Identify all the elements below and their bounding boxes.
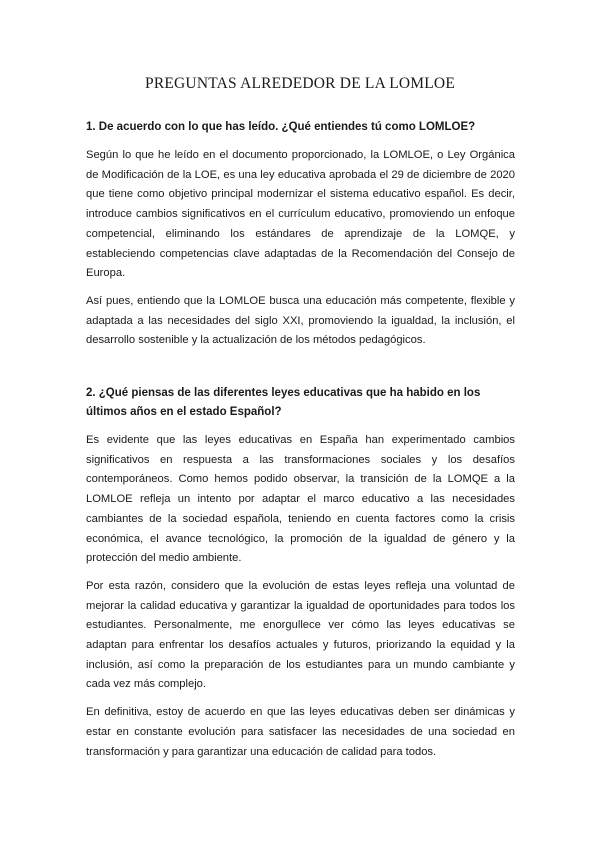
document-body (86, 118, 515, 770)
question-heading: 1. De acuerdo con lo que has leído. ¿Qué entiendes tú como LOMLOE? (86, 121, 476, 133)
page-title: PREGUNTAS ALREDEDOR DE LA LOMLOE (145, 75, 455, 92)
answer-paragraph: Así pues, entiendo que la LOMLOE busca una educación más competente, flexible y adaptada a las necesidades del siglo XXI, promoviendo la igualdad, la inclusión, el desarrollo sostenible y la actualización de los métodos pedagógicos. (86, 294, 515, 347)
question-section-2 (86, 384, 515, 762)
answer-paragraph: Por esta razón, considero que la evolución de estas leyes refleja una voluntad de mejorar la calidad educativa y garantizar la igualdad de oportunidades para todos los estudiantes. Personalmente, me enorgullece ver cómo las leyes educativas se adaptan para enfrentar los desafíos actuales y futuros, priorizando la equidad y la inclusión, así como la preparación de los estudiantes para un mundo cambiante y cada vez más complejo. (86, 579, 515, 691)
question-section-1 (86, 118, 515, 351)
answer-paragraph: Es evidente que las leyes educativas en España han experimentado cambios significativos en respuesta a las transformaciones sociales y los desafíos contemporáneos. Como hemos podido observar, la transición de la LOMQE a la LOMLOE refleja un intento por adaptar el marco educativo a las necesidades cambiantes de la sociedad española, teniendo en cuenta factores como la crisis económica, el avance tecnológico, la promoción de la igualdad de género y la protección del medio ambiente. (86, 434, 515, 565)
answer-paragraph: Según lo que he leído en el documento proporcionado, la LOMLOE, o Ley Orgánica de Modificación de la LOE, es una ley educativa aprobada el 29 de diciembre de 2020 que tiene como objetivo principal modernizar el sistema educativo español. Es decir, introduce cambios significativos en el currículum educativo, promoviendo un enfoque competencial, eliminando los estándares de aprendizaje de la LOMQE, y estableciendo competencias clave adaptadas de la Recomendación del Consejo de Europa. (86, 149, 515, 280)
section-spacer (86, 359, 515, 384)
answer-paragraph: En definitiva, estoy de acuerdo en que las leyes educativas deben ser dinámicas y estar en constante evolución para satisfacer las necesidades de una sociedad en transformación y para garantizar una educación de calidad para todos. (86, 706, 515, 758)
question-heading: 2. ¿Qué piensas de las diferentes leyes educativas que ha habido en los últimos años en el estado Español? (86, 387, 481, 419)
